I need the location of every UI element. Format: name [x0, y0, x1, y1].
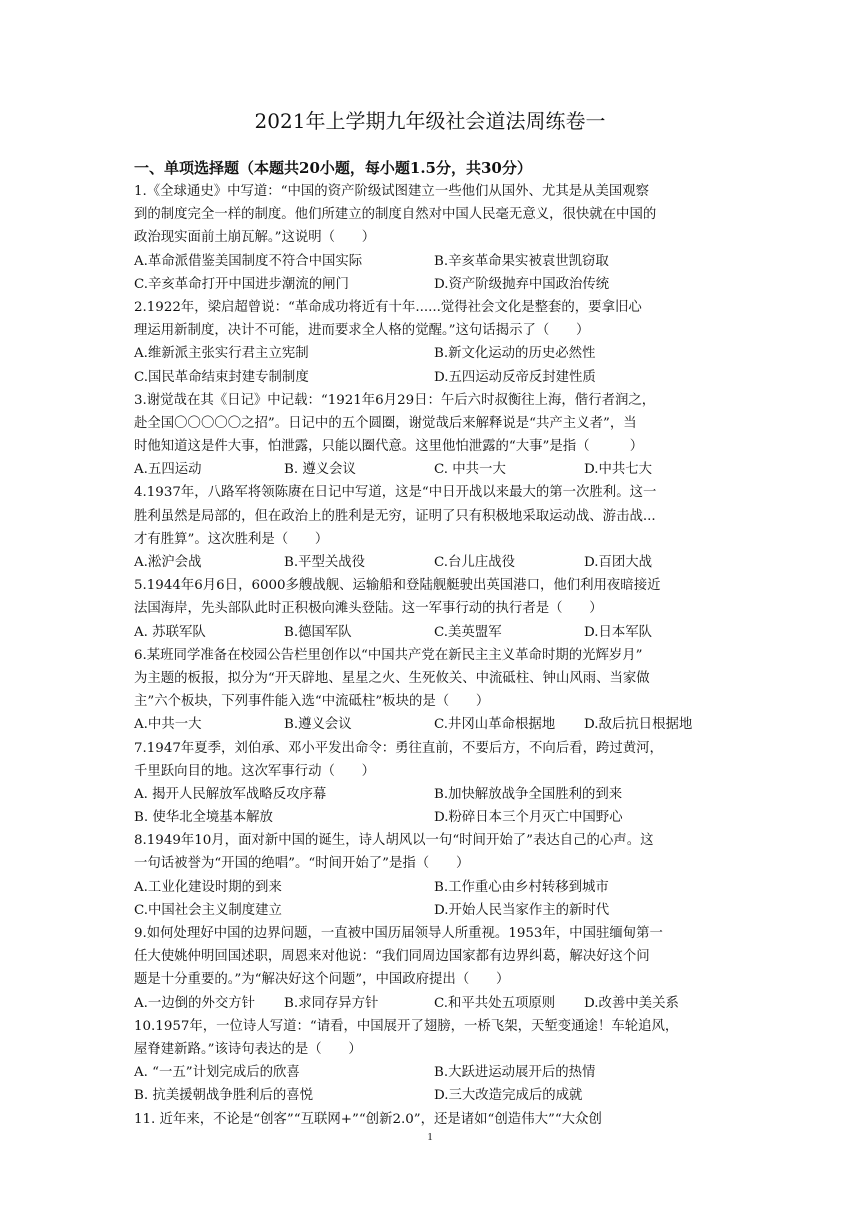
- answer-option: A. 揭开人民解放军战略反攻序幕: [134, 786, 327, 802]
- page-title: 2021年上学期九年级社会道法周练卷一: [254, 109, 606, 133]
- answer-option: B. 抗美援朝战争胜利后的喜悦: [134, 1088, 314, 1104]
- answer-option: A.五四运动: [134, 462, 202, 478]
- option-row: [134, 899, 734, 922]
- question-text-line: 6.某班同学准备在校园公告栏里创作以“中国共产党在新民主主义革命时期的光辉岁月”: [134, 647, 643, 663]
- question-text-line: 1.《全球通史》中写道：“中国的资产阶级试图建立一些他们从国外、尤其是从美国观察: [134, 184, 650, 199]
- question-block: [134, 296, 734, 389]
- question-text-line: 题是十分重要的。”为“解决好这个问题”，中国政府提出（ ）: [134, 972, 510, 988]
- question-text-line: 千里跃向目的地。这次军事行动（ ）: [134, 763, 376, 779]
- question-text-line: 法国海岸，先头部队此时正积极向滩头登陆。这一军事行动的执行者是（ ）: [134, 601, 603, 617]
- answer-option: C.中国社会主义制度建立: [134, 902, 282, 918]
- answer-option: C.和平共处五项原则: [434, 995, 556, 1011]
- answer-option: C.台儿庄战役: [434, 555, 515, 570]
- question-text-line: 一句话被誉为“开国的绝唱”。“时间开始了”是指（ ）: [134, 856, 470, 872]
- answer-option: B.辛亥革命果实被袁世凯窃取: [434, 253, 609, 269]
- answer-option: A.革命派借鉴美国制度不符合中国实际: [134, 253, 363, 269]
- question-text-line: 10.1957年，一位诗人写道：“请看，中国展开了翅膀，一桥飞架，天堑变通途！车轮追风，: [134, 1018, 679, 1034]
- question-block: [134, 829, 734, 922]
- answer-option: C.辛亥革命打开中国进步潮流的闸门: [134, 276, 349, 292]
- question-text-line: 5.1944年6月6日，6000多艘战舰、运输船和登陆舰艇驶出英国港口，他们利用夜暗接近: [134, 578, 661, 594]
- question-text-line: 11. 近年来，不论是“创客”“互联网+”“创新2.0”，还是诸如“创造伟大”“大众创: [134, 1111, 602, 1127]
- question-text-line: 赴全国〇〇〇〇〇之招”。日记中的五个圆圈，谢觉哉后来解释说是“共产主义者”，当: [134, 415, 637, 431]
- section-heading: 一、单项选择题（本题共20小题，每小题1.5分，共30分）: [134, 159, 532, 177]
- option-row: [134, 273, 734, 296]
- question-block: [134, 644, 734, 737]
- answer-option: C.国民革命结束封建专制制度: [134, 369, 309, 385]
- question-text-line: 到的制度完全一样的制度。他们所建立的制度自然对中国人民毫无意义，很快就在中国的: [134, 207, 657, 223]
- answer-option: A.维新派主张实行君主立宪制: [134, 346, 309, 362]
- answer-option: D.五四运动反帝反封建性质: [434, 369, 596, 385]
- question-text-line: 屋脊建新路。”该诗句表达的是（ ）: [134, 1041, 362, 1057]
- option-row: [134, 806, 734, 829]
- question-text-line: 4.1937年，八路军将领陈赓在日记中写道，这是“中日开战以来最大的第一次胜利。这一: [134, 485, 657, 501]
- option-row: [134, 342, 734, 365]
- option-row: [134, 1084, 734, 1107]
- answer-option: A.淞沪会战: [134, 555, 202, 570]
- question-text-line: 9.如何处理好中国的边界问题，一直被中国历届领导人所重视。1953年，中国驻缅甸第一: [134, 926, 663, 941]
- question-list: [134, 180, 734, 1131]
- answer-option: C. 中共一大: [434, 462, 506, 478]
- answer-option: B.求同存异方针: [284, 995, 379, 1011]
- question-block: [134, 481, 734, 574]
- answer-option: D.粉碎日本三个月灭亡中国野心: [434, 810, 623, 826]
- question-block: [134, 180, 734, 296]
- answer-option: A. “一五”计划完成后的欣喜: [134, 1065, 300, 1081]
- answer-option: D.资产阶级抛弃中国政治传统: [434, 276, 610, 292]
- question-text-line: 才有胜算”。这次胜利是（ ）: [134, 531, 329, 547]
- option-row: [134, 250, 734, 273]
- answer-option: C.井冈山革命根据地: [434, 717, 556, 733]
- question-text-line: 2.1922年，梁启超曾说：“革命成功将近有十年......觉得社会文化是整套的，要拿旧心: [134, 299, 642, 315]
- question-block: [134, 574, 734, 644]
- answer-option: B. 遵义会议: [284, 462, 356, 478]
- answer-option: A.中共一大: [134, 717, 202, 733]
- answer-option: A.一边倒的外交方针: [134, 995, 256, 1011]
- question-text-line: 胜利虽然是局部的，但在政治上的胜利是无穷，证明了只有积极地采取运动战、游击战...: [134, 508, 656, 524]
- question-text-line: 任大使姚仲明回国述职，周恩来对他说：“我们同周边国家都有边界纠葛，解决好这个问: [134, 949, 650, 965]
- option-row: [134, 458, 734, 481]
- question-block: [134, 389, 734, 482]
- answer-option: D.百团大战: [584, 555, 653, 570]
- answer-option: B.德国军队: [284, 624, 352, 640]
- question-block: [134, 922, 734, 1015]
- answer-option: A.工业化建设时期的到来: [134, 879, 282, 895]
- answer-option: B.遵义会议: [284, 717, 352, 733]
- option-row: [134, 876, 734, 899]
- question-text-line: 主”六个板块，下列事件能入选“中流砥柱”板块的是（ ）: [134, 694, 490, 710]
- option-row: [134, 621, 734, 644]
- question-text-line: 时他知道这是件大事，怕泄露，只能以圈代意。这里他怕泄露的“大事”是指（ ）: [134, 439, 644, 455]
- option-row: [134, 992, 734, 1015]
- answer-option: B.加快解放战争全国胜利的到来: [434, 786, 623, 802]
- question-text-line: 7.1947年夏季，刘伯承、邓小平发出命令：勇往直前，不要后方，不向后看，跨过黄河，: [134, 740, 663, 756]
- question-block: [134, 1108, 734, 1131]
- question-block: [134, 1015, 734, 1108]
- answer-option: B.大跃进运动展开后的热情: [434, 1065, 596, 1081]
- option-row: [134, 783, 734, 806]
- option-row: [134, 366, 734, 389]
- question-block: [134, 737, 734, 830]
- answer-option: D.三大改造完成后的成就: [434, 1088, 583, 1104]
- page-number: 1: [427, 1131, 433, 1143]
- answer-option: B.工作重心由乡村转移到城市: [434, 879, 609, 895]
- option-row: [134, 551, 734, 574]
- question-text-line: 理运用新制度，决计不可能，进而要求全人格的觉醒。”这句话揭示了（ ）: [134, 323, 590, 339]
- question-text-line: 政治现实面前土崩瓦解。”这说明（ ）: [134, 230, 376, 246]
- option-row: [134, 713, 734, 736]
- question-text-line: 3.谢觉哉在其《日记》中记载：“1921年6月29日：午后六时叔衡往上海，偕行者润之，: [134, 392, 656, 408]
- answer-option: B.新文化运动的历史必然性: [434, 346, 596, 362]
- answer-option: D.敌后抗日根据地: [584, 717, 693, 733]
- answer-option: D.中共七大: [584, 462, 653, 478]
- option-row: [134, 1061, 734, 1084]
- answer-option: B.平型关战役: [284, 555, 366, 570]
- answer-option: D.日本军队: [584, 624, 653, 640]
- answer-option: A. 苏联军队: [134, 624, 206, 640]
- question-text-line: 8.1949年10月，面对新中国的诞生，诗人胡风以一句“时间开始了”表达自己的心声。这: [134, 833, 654, 849]
- question-text-line: 为主题的板报，拟分为“开天辟地、星星之火、生死攸关、中流砥柱、钟山风雨、当家做: [134, 670, 650, 686]
- answer-option: D.改善中美关系: [584, 995, 679, 1011]
- answer-option: C.美英盟军: [434, 624, 502, 640]
- answer-option: D.开始人民当家作主的新时代: [434, 902, 610, 918]
- answer-option: B. 使华北全境基本解放: [134, 810, 273, 826]
